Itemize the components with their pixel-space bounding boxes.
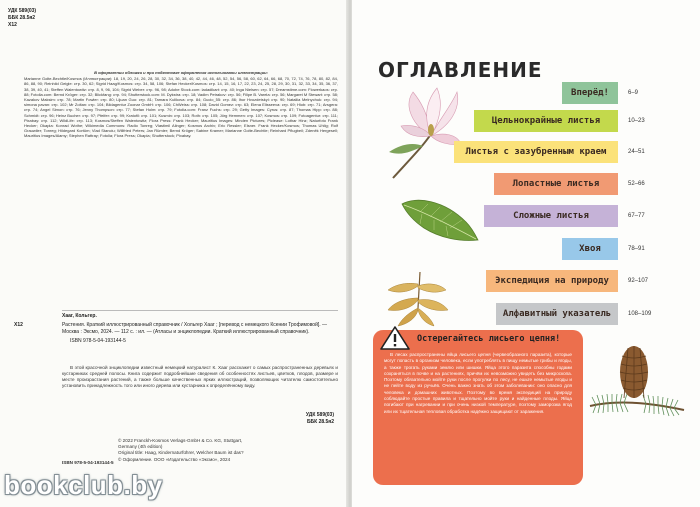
seed-illustration	[384, 268, 450, 328]
bbk-code: ББК 28.5я2	[8, 15, 36, 21]
toc-item[interactable]	[496, 303, 618, 325]
book-annotation: В этой красочной энциклопедии известный немецкий натуралист К. Хааг расскажет о самых распространенных деревьях и кустарниках средней полосы. Книга содержит подробнейшие сведения об особенностях листьев, цветков, плодов, размере и месте произрастания растений, а также больше качественных ярких иллюстраций, позволяющих читателю самостоятельно установить принадлежность того или иного дерева или кустарника к определённому виду.	[62, 365, 338, 388]
toc-item-pages: 24–51	[628, 149, 645, 155]
catalog-text: Растения. Краткий иллюстрированный справочник / Хольгер Хааг ; [перевод с немецкого Ксении Трофимовой]. — Москва : Эксмо, 2024. — 112 с. : ил. — (Атласы и энциклопедии. Краткий иллюстрированный справочник).	[62, 322, 328, 335]
copyright-block	[118, 438, 338, 463]
toc-item-label: Экспедиция на природу	[495, 276, 609, 286]
toc-item-pages: 108–109	[628, 311, 652, 317]
toc-item[interactable]	[562, 238, 618, 260]
copyright-line: Germany (4th edition)	[118, 444, 163, 450]
magnolia-illustration	[383, 86, 463, 182]
udc-code-bottom: УДК 589(03)	[305, 412, 334, 418]
watermark: bookclub.by	[4, 470, 163, 500]
toc-item-pages: 6–9	[628, 90, 639, 96]
library-codes-bottom	[306, 412, 334, 426]
toc-item-label: Сложные листья	[513, 211, 589, 221]
toc-item-label: Листья с зазубренным краем	[465, 147, 607, 157]
divider	[62, 310, 338, 311]
toc-title: ОГЛАВЛЕНИЕ	[378, 58, 543, 82]
catalog-author: Хааг, Кольгер.	[62, 313, 97, 319]
credits-heading: В оформлении обложки и при подготовке оформления использованы иллюстрации:	[94, 70, 268, 75]
toc-item[interactable]	[454, 141, 618, 163]
catalog-isbn: ISBN 978-5-04-193144-5	[70, 338, 126, 344]
illustration-credits	[24, 70, 338, 139]
library-codes	[8, 8, 36, 29]
toc-item-label: Лопастные листья	[512, 179, 600, 189]
catalog-number: Х12	[14, 322, 23, 328]
warning-icon	[380, 326, 410, 350]
author-mark: Х12	[8, 22, 17, 28]
warning-text: В лесах распространены яйца лисьего цепня (червеобразного паразита), которые могут попасть в организм человека, если употреблять в пищу немытые грибы и ягоды, а также трогать руками землю или шишки. Яйца этого паразита способны годами сохраняться в почве и на растениях, причём их невозможно увидеть без микроскопа. Поэтому обязательно мойте руки после прогулки по лесу, не ешьте немытые ягоды и не пейте воду из ручьёв. Очень важно знать об этом заболевании: оно опасно для человека и домашних животных. Поэтому во время экспедиций на природу соблюдайте простые правила и тщательно мойте руки и найденные плоды. Яйца погибают при нагревании и при очень низкой температуре, поэтому заморозка ягод или их тщательная тепловая обработка надёжно защищают от заражения.	[384, 352, 572, 414]
warning-title: Остерегайтесь лисьего цепня!	[417, 334, 561, 344]
imprint-page	[0, 0, 348, 507]
credits-body: Marianne Golte-Bechtle/Kosmos (Иллюстрации): 18, 19, 20, 24, 26, 28, 30, 32, 34, 36, 38, 40, 42, 44, 46, 48, 52, 54, 56, 58, 60, 62, 64, 66, 68, 70, 72, 74, 76, 78, 80, 82, 84, 86, 88, 90; Reinhild Geigle: стр. 30, 62; Sigrid Haag/Kosmos: стр. 34, 58, 106; Stefan Hecker/Kosmos: стр. 14, 15, 16, 17, 22, 23, 24, 25, 28, 29, 30, 31, 32, 33, 34, 35, 36, 37, 38, 39, 40, 41; Steffen Walentowitz: стр. 8, 9, 96, 104; Sigrid Weber: стр. 96, 98; Adobe Stock.com: ladadikart: стр. 40; Inga Nielsen: стр. 57; Dreamstime.com: Flowerkaos: стр. 88; Fotolia.com: Bernd Kröger: стр. 32; Blickfang: стр. 94; Shutterstock.com: M. Dykstra: стр. 18; Vadim Petrakov: стр. 56; Filipe B. Varela: стр. 56; Margaret M Stewart: стр. 58; Kazakov Maksim: стр. 78; Martin Fowler: стр. 80; Lijuan Guo: стр. 81; Tamara Kulikova: стр. 84; Gucio_55: стр. 86; Ihor Hvozdetskyi: стр. 90; Nataliia Melnychuk: стр. 94; simona pavan: стр. 102; Mr Zoltan: стр. 104; Bildagentur Zoonar GmbH: стр. 106; ChWeiss: стр. 108; David Gomez: стр. 63; Elena Elisseeva: стр. 69; Hiob: стр. 71; Arsgera: стр. 74; Angel Simon: стр. 76; Jenny Thompson: стр. 77; Stefan Holm: стр. 79; Fotolia.com: Franz Fuchs: стр. 29; Getty Images: Cyrus: стр. 87; Thomas Hipp: стр. 88; Schmidt: стр. 96; Heinz Bucher: стр. 97; Pfeifer: стр. 99; Kratofil: стр. 101; Kusmin: стр. 103; Roth: стр. 105; Jörg Hemmen: стр. 107; Kosmos: стр. 109; Fotoagentur: стр. 111; Pixabay: стр. 112; WildLife: стр. 113; Kosmos/Steffen Walentowitz; Flora Press: Frank Hecker; Mauritius Images: Minden Pictures; Piclease: Lothar Hinz; Naturfoto Frank Hecker; Okapia: Konrad Wothe; Wikimedia Commons: Radio Tonreg; Vlastimil Alinger; Kosmos Archiv; Eric Ressler; Elsner. Frank Hecker/Kosmos; Thomas Uhlig; Rolf Grauwiler; Tonreg; Hildegard Kortüm; Vlad Stanciu; Willfried Peters; Jan Rümler; Bernd Kröger; Sabine Kramer; Marianne Golte-Bechtle; Reinhard Pflugbeil; Zdeněk Hergesell; Mauritius Images/Alamy; Stephen Rattray; Fotolia; Flora Press; Okapia; Shutterstock; Pixabay.	[24, 76, 338, 139]
copyright-line: © Оформление. ООО «Издательство «Эксмо», 2024	[118, 456, 231, 462]
toc-item-pages: 92–107	[628, 278, 649, 284]
toc-item[interactable]	[494, 173, 618, 195]
copyright-line: © 2022 Franckh-Kosmos Verlags-GmbH & Co. KG, Stuttgart,	[118, 438, 243, 443]
catalog-record	[62, 322, 338, 345]
toc-item-pages: 52–66	[628, 181, 645, 187]
toc-item-label: Алфавитный указатель	[502, 309, 612, 319]
toc-item-label: Хвоя	[579, 244, 601, 254]
toc-item-pages: 67–77	[628, 213, 645, 219]
toc-item[interactable]	[484, 205, 618, 227]
pinecone-illustration	[586, 340, 686, 424]
toc-item[interactable]	[486, 270, 618, 292]
toc-item-pages: 78–91	[628, 246, 645, 252]
leaf-illustration	[400, 198, 480, 248]
udc-code: УДК 589(03)	[8, 8, 37, 14]
toc-item-label: Цельнокрайные листья	[491, 116, 601, 126]
isbn-bottom: ISBN 978-5-04-193144-5	[62, 460, 114, 465]
toc-item[interactable]	[474, 110, 618, 132]
toc-item-pages: 10–23	[628, 118, 645, 124]
toc-item[interactable]	[562, 82, 618, 104]
toc-item-label: Вперёд!	[571, 88, 609, 98]
copyright-line: Original title: Haag, Kindernaturführer, Welcher Baum ist das?	[118, 450, 244, 456]
bbk-code-bottom: ББК 28.5я2	[306, 419, 334, 425]
